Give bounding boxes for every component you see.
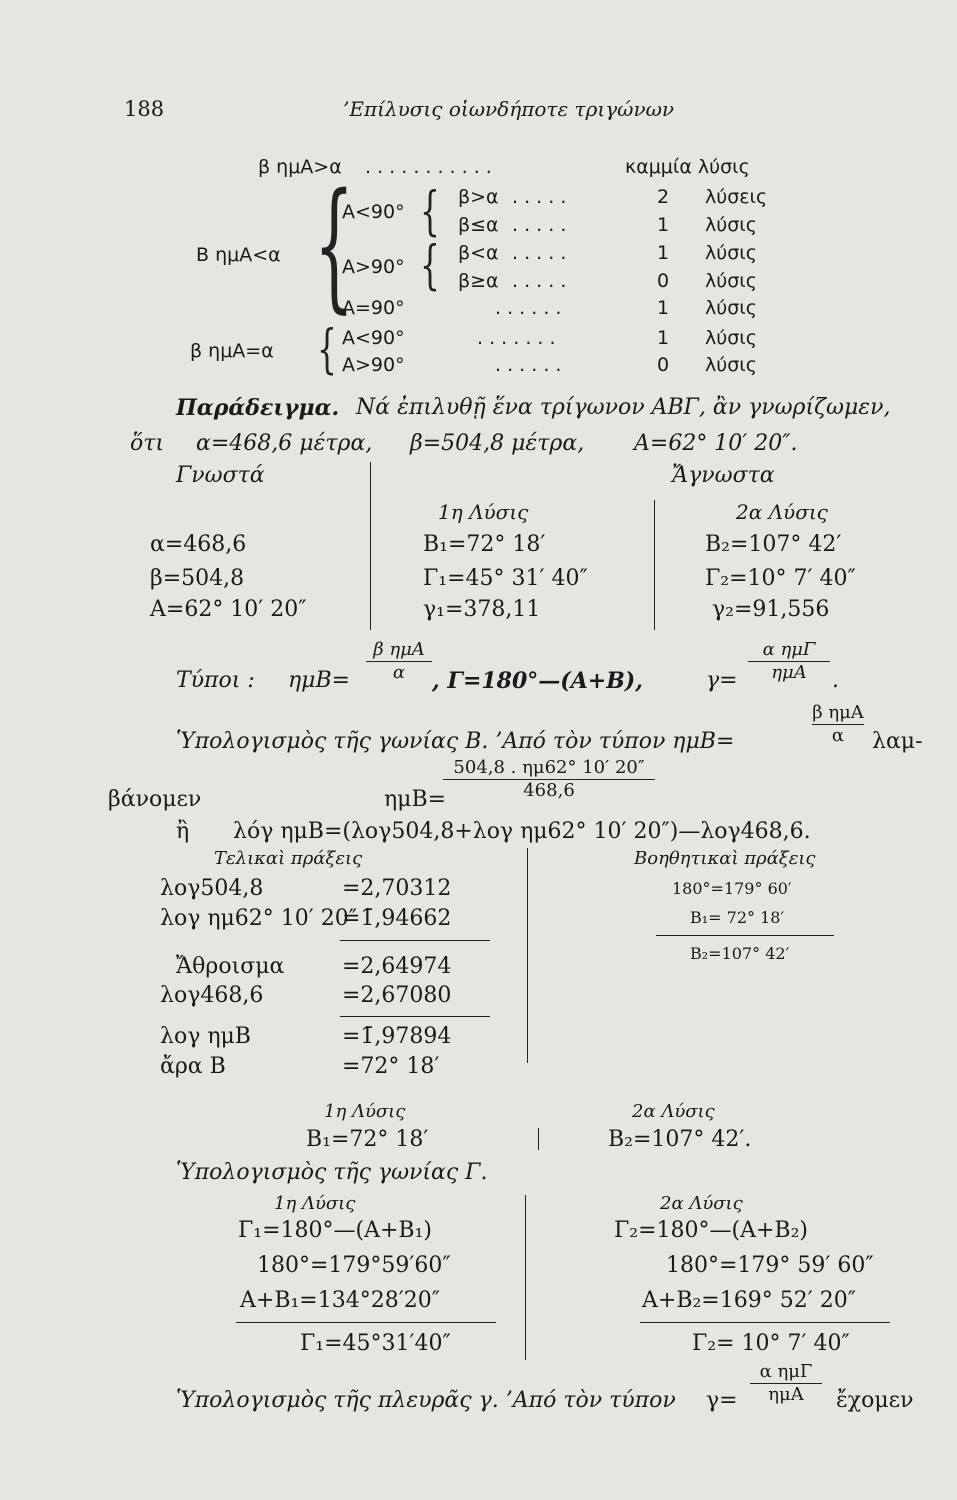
aux-operation: Β₁= 72° 18′ xyxy=(690,908,785,927)
case-dots: . . . . . xyxy=(512,186,567,208)
case-result: λύσις xyxy=(705,327,757,349)
known-value: α=468,6 xyxy=(150,532,247,557)
formula-side-lhs: γ= xyxy=(706,668,738,693)
case-count: 1 xyxy=(657,242,670,264)
formula-sine-fraction xyxy=(366,640,432,683)
result-b1: Β₁=72° 18′ xyxy=(306,1127,429,1152)
example-given: Α=62° 10′ 20″. xyxy=(634,431,798,456)
example-line: ὅτι xyxy=(130,431,165,456)
aux-operation: 180°=179° 60′ xyxy=(672,879,792,898)
aux-operations-header: Βοηθητικαὶ πράξεις xyxy=(634,848,816,869)
final-operations-header: Τελικαὶ πράξεις xyxy=(214,848,363,869)
case-dots: . . . . . . xyxy=(495,354,562,376)
aux-operation: Β₂=107° 42′ xyxy=(690,944,790,963)
formula-side-fraction xyxy=(748,640,830,683)
solution-value: Β₂=107° 42′ xyxy=(705,532,842,557)
result-b2: Β₂=107° 42′. xyxy=(608,1127,752,1152)
calc-side-lhs: γ= xyxy=(706,1388,738,1413)
calc-g-line: Γ₁=45°31′40″ xyxy=(300,1331,451,1356)
calc-b-eq-lhs: ημΒ= xyxy=(384,787,447,812)
solution-value: Γ₂=10° 7′ 40″ xyxy=(705,566,856,591)
case-result: λύσις xyxy=(705,354,757,376)
example-line: Νά ἐπιλυθῇ ἕνα τρίγωνον ΑΒΓ, ἂν γνωρίζωμεν, xyxy=(356,395,891,420)
unknown-header: Ἄγνωστα xyxy=(672,463,775,488)
operation-label: λογ ημΒ xyxy=(160,1024,251,1049)
operation-label: λογ468,6 xyxy=(160,983,264,1008)
fraction-numerator: β ημΑ xyxy=(373,639,425,660)
calc-b-continuation: βάνομεν xyxy=(108,787,202,812)
case-result: λύσις xyxy=(705,297,757,319)
case-result: καμμία λύσις xyxy=(625,156,750,178)
case-sub-condition: β>α xyxy=(458,186,499,208)
fraction-denominator: ημΑ xyxy=(768,1383,804,1405)
solution-value: γ₂=91,556 xyxy=(712,597,830,622)
calc-b-fraction xyxy=(812,703,864,746)
formula-sine-lhs: ημΒ= xyxy=(288,668,351,693)
page-number: 188 xyxy=(124,97,165,121)
operation-value: =1̄,94662 xyxy=(342,906,452,931)
solution-value: Β₁=72° 18′ xyxy=(423,532,546,557)
fraction-numerator: α ημΓ xyxy=(759,1361,813,1382)
operation-value: =2,67080 xyxy=(342,983,452,1008)
case-sub-condition: β≥α xyxy=(458,270,499,292)
case-sub-condition: β≤α xyxy=(458,214,499,236)
case-count: 1 xyxy=(657,214,670,236)
operation-label: Ἄθροισμα xyxy=(176,954,285,979)
fraction-numerator: β ημΑ xyxy=(812,702,864,723)
case-result: λύσις xyxy=(705,270,757,292)
fraction-denominator: ημΑ xyxy=(771,661,807,683)
example-given: β=504,8 μέτρα, xyxy=(410,431,585,456)
case-count: 1 xyxy=(657,297,670,319)
operation-value: =72° 18′ xyxy=(342,1054,440,1079)
case-dots: . . . . . xyxy=(512,270,567,292)
case-count: 1 xyxy=(657,327,670,349)
operation-value: =2,64974 xyxy=(342,954,452,979)
calc-g-line: 180°=179° 59′ 60″ xyxy=(666,1253,874,1278)
calc-g-line: Γ₁=180°—(Α+Β₁) xyxy=(238,1218,432,1243)
calc-g-line: Α+Β₁=134°28′20″ xyxy=(240,1288,440,1313)
column-divider xyxy=(370,462,371,630)
calc-g-line: Α+Β₂=169° 52′ 20″ xyxy=(642,1288,856,1313)
fraction-denominator: 468,6 xyxy=(523,779,575,801)
calc-b-or: ἢ xyxy=(176,819,190,844)
fraction-denominator: α xyxy=(831,724,845,746)
solution-header: 2α Λύσις xyxy=(660,1193,743,1214)
difference-rule xyxy=(640,1322,890,1323)
fraction-denominator: α xyxy=(392,661,406,683)
example-heading: Παράδειγμα. xyxy=(176,395,340,421)
fraction-numerator: 504,8 . ημ62° 10′ 20″ xyxy=(453,757,645,778)
difference-rule xyxy=(236,1322,496,1323)
case-condition: Α<90° xyxy=(342,327,405,349)
big-brace-icon: { xyxy=(314,164,355,327)
running-title: ’Επίλυσις οἱωνδήποτε τριγώνων xyxy=(343,97,675,121)
calc-b-continuation: λαμ- xyxy=(872,729,923,754)
known-header: Γνωστά xyxy=(176,463,265,488)
calc-b-log-line: λόγ ημΒ=(λογ504,8+λογ ημ62° 10′ 20″)—λογ468,6. xyxy=(233,819,811,844)
operation-label: λογ ημ62° 10′ 20″ xyxy=(160,906,357,931)
solution-header: 1η Λύσις xyxy=(438,500,529,524)
calc-g-heading: Ὑπολογισμὸς τῆς γωνίας Γ. xyxy=(176,1160,488,1185)
calc-g-line: Γ₂= 10° 7′ 40″ xyxy=(692,1331,850,1356)
case-condition: Α>90° xyxy=(342,256,405,278)
case-dots: . . . . . . xyxy=(495,297,562,319)
solution-header: 2α Λύσις xyxy=(736,500,828,524)
case-condition: Α<90° xyxy=(342,201,405,223)
case-count: 0 xyxy=(657,270,670,292)
calc-side-fraction xyxy=(750,1362,822,1405)
calc-b-text: Ὑπολογισμὸς τῆς γωνίας Β. ’Από τὸν τύπον ημΒ= xyxy=(176,729,735,754)
solution-header: 2α Λύσις xyxy=(632,1101,715,1122)
calc-side-text: Ὑπολογισμὸς τῆς πλευρᾶς γ. ’Από τὸν τύπον xyxy=(176,1388,676,1413)
case-result: λύσις xyxy=(705,242,757,264)
formulas-label: Τύποι : xyxy=(176,668,255,693)
operation-value: =2,70312 xyxy=(342,876,452,901)
brace-icon: { xyxy=(317,320,337,380)
operation-label: λογ504,8 xyxy=(160,876,264,901)
formula-end: . xyxy=(832,668,839,693)
solution-header: 1η Λύσις xyxy=(274,1193,356,1214)
sum-rule xyxy=(340,940,490,941)
known-value: Α=62° 10′ 20″ xyxy=(150,597,307,622)
case-group-label: Β ημΑ<α xyxy=(196,244,281,266)
column-divider xyxy=(527,848,528,1063)
brace-icon: { xyxy=(420,182,440,242)
difference-rule xyxy=(656,935,834,936)
operation-value: =1̄,97894 xyxy=(342,1024,452,1049)
case-dots: . . . . . . . . . . . xyxy=(365,156,492,178)
case-result: λύσεις xyxy=(705,186,768,208)
difference-rule xyxy=(340,1016,490,1017)
case-condition: Α=90° xyxy=(342,297,405,319)
case-eq-label: β ημΑ=α xyxy=(190,340,274,362)
solution-value: γ₁=378,11 xyxy=(423,597,541,622)
case-dots: . . . . . xyxy=(512,214,567,236)
fraction-numerator: α ημΓ xyxy=(762,639,816,660)
operation-label: ἄρα Β xyxy=(160,1054,226,1079)
column-divider xyxy=(654,500,655,630)
case-count: 0 xyxy=(657,354,670,376)
known-value: β=504,8 xyxy=(150,566,245,591)
calc-side-end: ἔχομεν xyxy=(836,1388,914,1413)
column-divider xyxy=(525,1195,526,1360)
column-divider xyxy=(538,1128,539,1150)
brace-icon: { xyxy=(420,236,440,296)
case-count: 2 xyxy=(657,186,670,208)
example-given: α=468,6 μέτρα, xyxy=(196,431,373,456)
case-result: λύσις xyxy=(705,214,757,236)
solution-value: Γ₁=45° 31′ 40″ xyxy=(423,566,588,591)
case-dots: . . . . . xyxy=(512,242,567,264)
case-condition: Α>90° xyxy=(342,354,405,376)
calc-g-line: 180°=179°59′60″ xyxy=(257,1253,451,1278)
calc-g-line: Γ₂=180°—(Α+Β₂) xyxy=(614,1218,808,1243)
formula-angle-sum: , Γ=180°—(Α+Β), xyxy=(432,668,643,694)
case-label-no-solution: β ημΑ>α xyxy=(258,156,342,178)
calc-b-eq-fraction xyxy=(443,758,655,801)
solution-header: 1η Λύσις xyxy=(324,1101,406,1122)
case-dots: . . . . . . . xyxy=(477,327,556,349)
case-sub-condition: β<α xyxy=(458,242,499,264)
